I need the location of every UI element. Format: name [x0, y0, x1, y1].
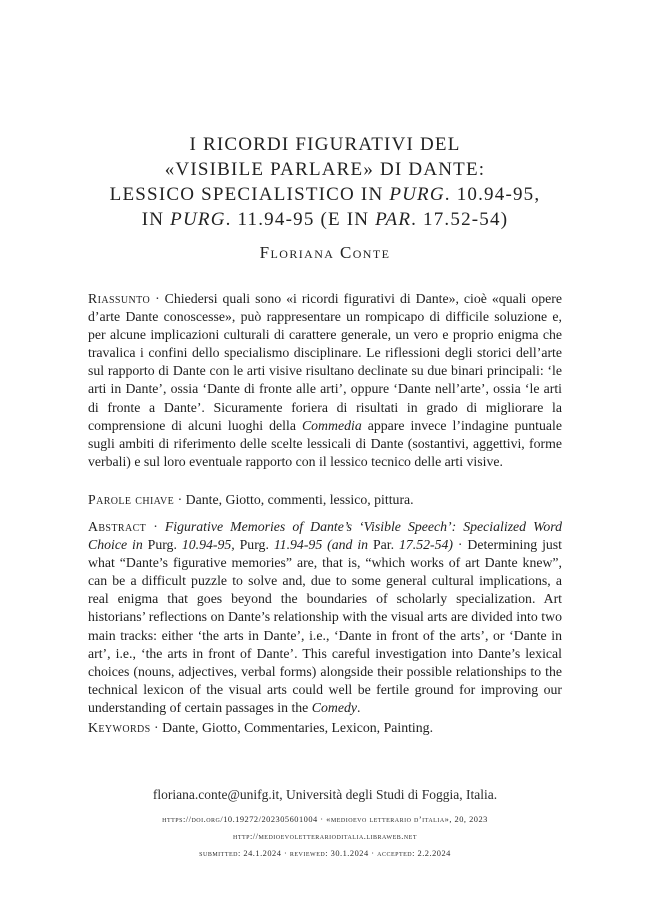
riassunto-separator: · [150, 291, 165, 306]
riassunto-text-end: appare invece l’indagine puntuale sugli ambiti di riferimento delle scelte lessicali di Dante (sostantivi, aggettivi, forme verbali) e sul loro eventuale rapporto con il lessico tecnico delle arti visive. [88, 417, 562, 469]
keywords-label: Keywords [88, 720, 151, 735]
parole-chiave-separator: · [174, 492, 186, 507]
riassunto-paragraph [88, 290, 562, 471]
riassunto-label: Riassunto [88, 291, 151, 306]
abstract-title-italic-3: 11.94-95 (and in [273, 537, 369, 553]
title-line-2: «VISIBILE PARLARE» DI DANTE: [164, 159, 486, 180]
abstract-text-end: . [356, 699, 361, 715]
parole-chiave-text: Dante, Giotto, commenti, lessico, pittura. [185, 492, 414, 507]
abstract-title-roman-1: Purg. [142, 537, 182, 553]
abstract-title-roman-3: Par. [368, 537, 399, 553]
title-line-3-text-end: . 10.94-95, [444, 184, 541, 205]
abstract-text: · Determining just what “Dante’s figurative memories” are, that is, “which works of art Dante knew”, can be a difficult puzzle to solve and, due to some general cultural implications, a real enigma that goes beyond the boundaries of scholarly specialization. Art historians’ reflections on Dante’s relationship with the visual arts are divided into two main tracks: either ‘the arts in Dante’, i.e., ‘Dante in front of the arts’, or ‘Dante in art’, i.e., ‘the arts in front of Dante’. This careful investigation into Dante’s lexical choices (nouns, adjectives, verbal forms) alongside their possible relationships to the technical lexicon of the visual arts could well be fertile ground for improving our understanding of certain passages in the [88, 537, 563, 715]
doi-citation: https://doi.org/10.19272/202305601004 · «medioevo letterario d’italia», 20, 2023 [162, 815, 488, 824]
abstract-title-roman-2: Purg. [234, 537, 274, 553]
title-line-1: I RICORDI FIGURATIVI DEL [189, 134, 461, 155]
submission-dates: submitted: 24.1.2024 · reviewed: 30.1.2024 · accepted: 2.2.2024 [199, 849, 451, 858]
abstract-separator: · [146, 519, 165, 534]
parole-chiave-label: Parole chiave [88, 492, 175, 507]
title-line-4-text-mid: . 11.94-95 (E IN [225, 209, 376, 230]
title-line-4-italic-2: PAR [375, 209, 412, 230]
riassunto-section [88, 290, 562, 471]
title-line-3-text: LESSICO SPECIALISTICO IN [109, 184, 390, 205]
keywords-section [88, 719, 562, 737]
article-title [60, 132, 590, 232]
abstract-title-italic-2: 10.94-95, [181, 537, 235, 553]
abstract-italic-comedy: Comedy [311, 699, 357, 715]
abstract-label: Abstract [88, 519, 147, 534]
abstract-title-italic-4: 17.52-54) [398, 537, 454, 553]
parole-chiave-paragraph [88, 491, 562, 509]
title-line-3-italic: PURG [389, 184, 445, 205]
title-line-3 [60, 182, 590, 207]
abstract-paragraph [88, 518, 562, 717]
abstract-title-italic-1: Figurative Memories of Dante’s ‘Visible Speech’: Specialized Word Choice in [88, 519, 562, 553]
keywords-paragraph [88, 719, 562, 737]
riassunto-text: Chiedersi quali sono «i ricordi figurativi di Dante», cioè «quali opere d’arte Dante conoscesse», può rappresentare un rompicapo di difficile soluzione e, per alcune implicazioni culturali di carattere generale, un vero e proprio enigma che travalica i confini dello specialismo disciplinare. Le riflessioni degli storici dell’arte sul rapporto di Dante con le arti visive risultano declinate su due binari principali: ‘le arti in Dante’, ossia ‘Dante di fronte alle arti’, oppure ‘Dante nell’arte’, ossia ‘le arti di fronte a Dante’. Sicuramente foriera di risultati in grado di migliorare la comprensione di alcuni luoghi della [88, 291, 563, 433]
author-contact: floriana.conte@unifg.it, Università degli Studi di Foggia, Italia. [152, 787, 498, 802]
title-line-4 [60, 207, 590, 232]
abstract-section [88, 518, 562, 717]
keywords-text: Dante, Giotto, Commentaries, Lexicon, Painting. [162, 720, 434, 735]
journal-url: http://medioevoletterarioditalia.libraweb.net [232, 832, 417, 841]
title-line-4-italic-1: PURG [170, 209, 226, 230]
parole-chiave-section [88, 491, 562, 509]
title-line-4-text: IN [141, 209, 171, 230]
author-name: Floriana Conte [259, 243, 391, 262]
riassunto-italic-commedia: Commedia [301, 417, 362, 433]
keywords-separator: · [150, 720, 163, 735]
title-line-4-text-end: . 17.52-54) [411, 209, 509, 230]
